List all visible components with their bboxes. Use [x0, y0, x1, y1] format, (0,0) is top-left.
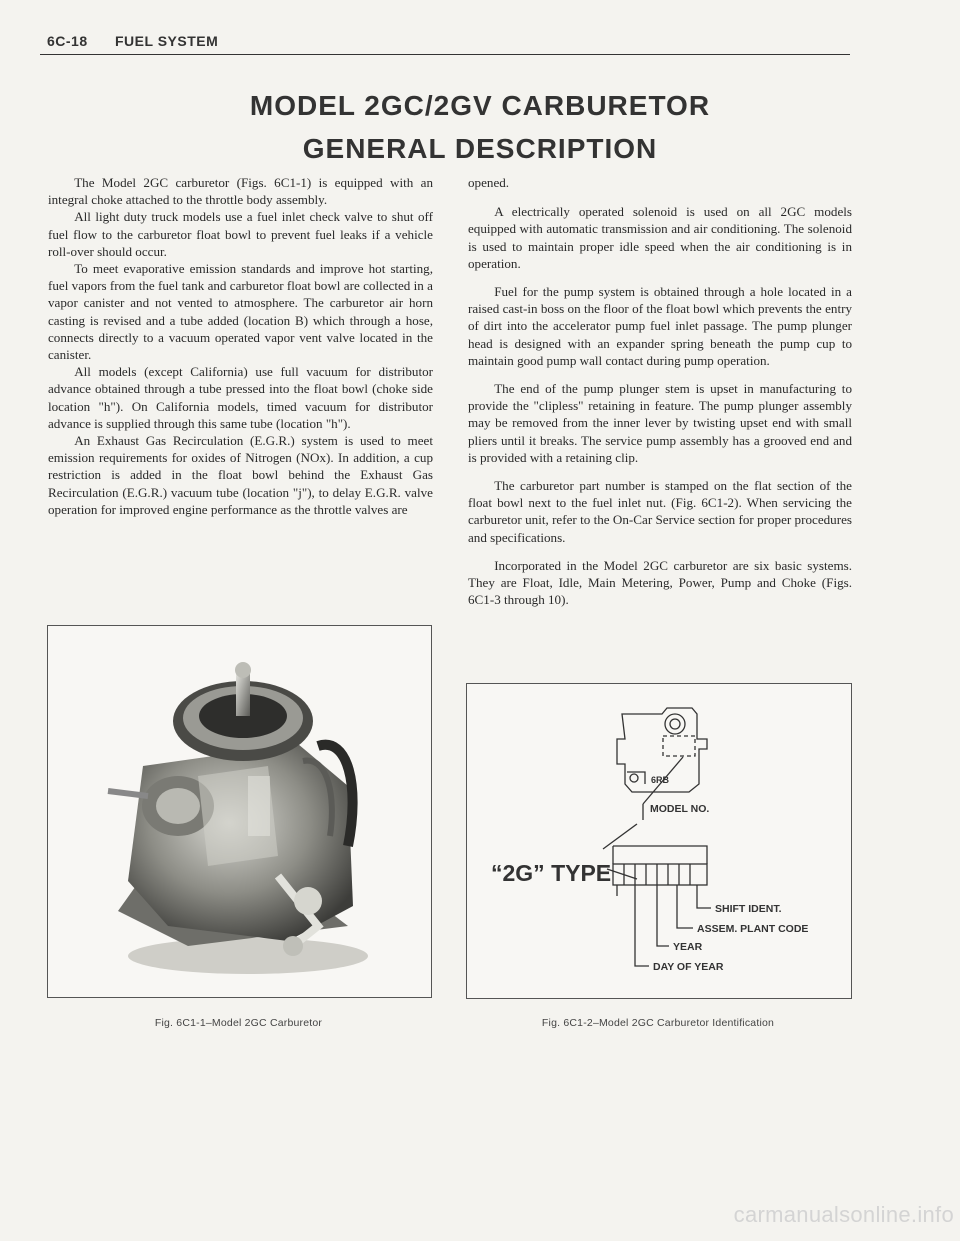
paragraph: The carburetor part number is stamped on the flat section of the float bowl next to the fuel inlet nut. (Fig. 6C1-2). When servicing the carburetor unit, refer to the On-Car Service section for proper procedures and specifications. — [468, 478, 852, 545]
leader-plant — [677, 896, 693, 928]
paragraph: An Exhaust Gas Recirculation (E.G.R.) system is used to meet emission requirements for oxides of Nitrogen (NOx). In addition, a cup restriction is added in the float bowl behind the Exhaust Gas Recirculation (E.G.R.) vacuum tube (location "j"), to delay E.G.R. valve operation for improved engine performance as the throttle valves are — [48, 433, 433, 517]
carburetor-photo — [48, 626, 431, 997]
leader-shift — [697, 896, 711, 908]
leader-day — [635, 896, 649, 966]
page-subtitle: GENERAL DESCRIPTION — [302, 133, 658, 164]
paragraph: Fuel for the pump system is obtained through a hole located in a raised cast-in boss on the floor of the float bowl which prevents the entry of dirt into the accelerator pump fuel inlet passage. The pump plunger head is designed with an expander spring beneath the pump cup to maintain good pump wall contact during pump operation. — [468, 284, 852, 368]
paragraph: opened. — [468, 175, 510, 190]
paragraph: A electrically operated solenoid is used on all 2GC models equipped with automatic transmission and air conditioning. The solenoid is used to maintain proper idle speed when the air conditioning is in operation. — [468, 204, 852, 271]
left-column — [48, 174, 433, 518]
figure-1-caption: Fig. 6C1-1–Model 2GC Carburetor — [154, 1017, 323, 1029]
figure-carburetor-identification — [466, 683, 852, 999]
code-stamp-box — [613, 864, 707, 885]
figure-2-caption: Fig. 6C1-2–Model 2GC Carburetor Identification — [541, 1017, 775, 1029]
section-code: 6C-18 — [47, 33, 88, 49]
page-header — [40, 20, 850, 55]
part-number-stamp: 6RB — [651, 775, 670, 785]
paragraph: The end of the pump plunger stem is upset in manufacturing to provide the "clipless" retaining in feature. The pump plunger assembly may be removed from the inner lever by twisting upset end with small pliers until it breaks. The service pump assembly has a grooved end and is provided with a retaining clip. — [468, 381, 852, 465]
paragraph: All light duty truck models use a fuel inlet check valve to shut off fuel flow to the carburetor float bowl to prevent fuel leaks if a vehicle roll-over should occur. — [48, 209, 433, 259]
label-model-no: MODEL NO. — [650, 803, 710, 815]
label-plant-code: ASSEM. PLANT CODE — [697, 923, 809, 935]
label-day-of-year: DAY OF YEAR — [653, 961, 724, 973]
leader-year — [657, 896, 669, 946]
type-label: “2G” TYPE — [491, 860, 612, 886]
paragraph: All models (except California) use full vacuum for distributor advance obtained through a tube pressed into the float bowl (choke side location "h"). On California models, timed vacuum for distributor advance is supplied through this same tube (location "h"). — [48, 364, 433, 431]
identification-diagram — [467, 684, 851, 998]
fuel-inlet-nut — [665, 714, 685, 734]
section-title: FUEL SYSTEM — [115, 33, 219, 49]
watermark: carmanualsonline.info — [733, 1202, 954, 1227]
paragraph: The Model 2GC carburetor (Figs. 6C1-1) is equipped with an integral choke attached to the throttle body assembly. — [48, 175, 433, 208]
paragraph: To meet evaporative emission standards and improve hot starting, fuel vapors from the fuel tank and carburetor float bowl are collected in a vapor canister and not vented to atmosphere. The carburetor air horn casting is revised and a tube added (location B) which through a hose, connects directly to a vacuum operated vapor vent valve located in the canister. — [48, 261, 433, 363]
paragraph: Incorporated in the Model 2GC carburetor are six basic systems. They are Float, Idle, Main Metering, Power, Pump and Choke (Figs. 6C1-3 through 10). — [468, 557, 852, 608]
figure-carburetor-photo — [47, 625, 432, 998]
right-column — [468, 174, 852, 619]
label-year: YEAR — [673, 941, 703, 953]
page-title: MODEL 2GC/2GV CARBURETOR — [249, 90, 711, 121]
label-shift-ident: SHIFT IDENT. — [715, 903, 782, 915]
